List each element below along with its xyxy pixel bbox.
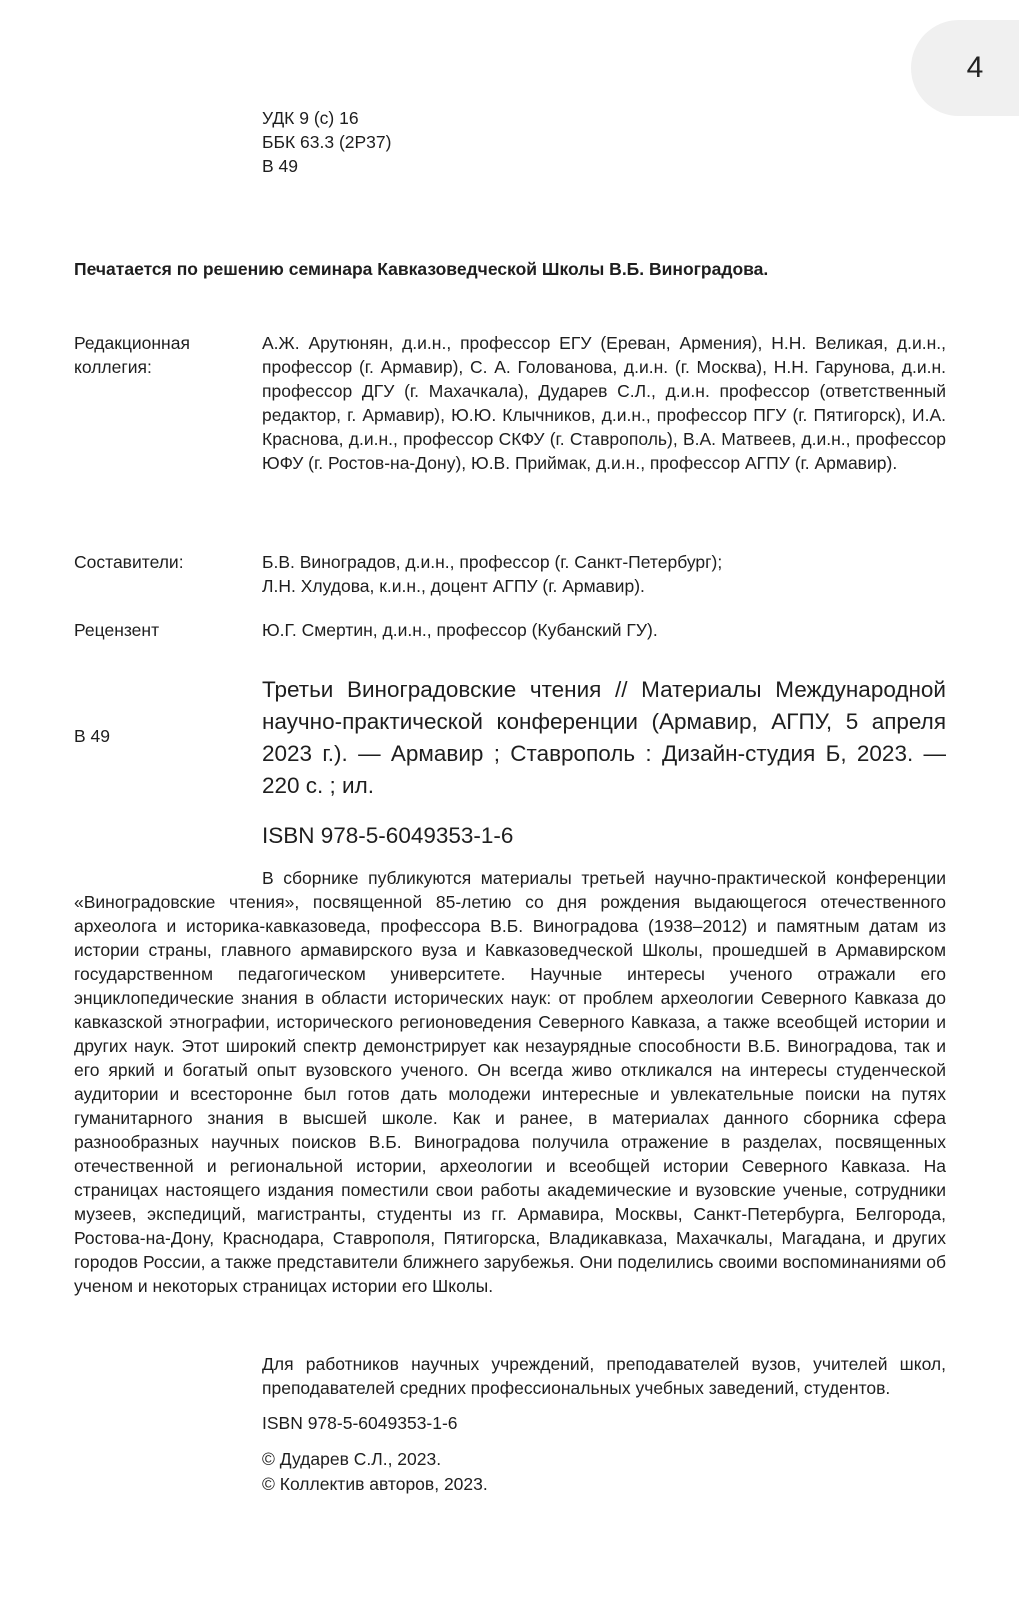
editorial-board-text: А.Ж. Арутюнян, д.и.н., профессор ЕГУ (Ереван, Армения), Н.Н. Великая, д.и.н., профессор (г. Армавир), С. А. Голованова, д.и.н. (г. Москва), Н.Н. Гарунова, д.и.н. профессор ДГУ (г. Махачкала), Дударев С.Л., д.и.н. профессор (ответственный редактор, г. Армавир), Ю.Ю. Клычников, д.и.н., профессор ПГУ (г. Пятигорск), И.А. Краснова, д.и.н., профессор СКФУ (г. Ставрополь), В.А. Матвеев, д.и.н., профессор ЮФУ (г. Ростов-на-Дону), Ю.В. Приймак, д.и.н., профессор АГПУ (г. Армавир). bbox=[262, 333, 946, 473]
author-mark: В 49 bbox=[262, 156, 298, 176]
compilers-label: Составители: bbox=[74, 552, 184, 572]
isbn-main: ISBN 978-5-6049353-1-6 bbox=[262, 823, 514, 848]
page-number-tab bbox=[911, 20, 1019, 116]
publication-decision: Печатается по решению семинара Кавказоведческой Школы В.Б. Виноградова. bbox=[74, 259, 769, 279]
isbn-footer: ISBN 978-5-6049353-1-6 bbox=[262, 1413, 458, 1433]
bibliographic-description: Третьи Виноградовские чтения // Материалы Международной научно-практической конференции (Армавир, АГПУ, 5 апреля 2023 г.). — Армавир ; Ставрополь : Дизайн-студия Б, 2023. — 220 с. ; ил. bbox=[262, 677, 946, 798]
abstract-text: В сборнике публикуются материалы третьей научно-практической конференции «Виноградовские чтения», посвященной 85-летию со дня рождения выдающегося отечественного археолога и историка-кавказоведа, профессора В.Б. Виноградова (1938–2012) и памятным датам из истории страны, главного армавирского вуза и Кавказоведческой Школы, прошедшей в Армавирском государственном педагогическом университете. Научные интересы ученого отражали его энциклопедические знания в области исторических наук: от проблем археологии Северного Кавказа до кавказской этнографии, исторического регионоведения Северного Кавказа, а также всеобщей истории и других наук. Этот широкий спектр демонстрирует как незаурядные способности В.Б. Виноградова, так и его яркий и богатый опыт вузовского ученого. Он всегда живо откликался на интересы студенческой аудитории и всесторонне был готов дать молодежи интересные и увлекательные поиски на путях гуманитарного знания в высшей школе. Как и ранее, в материалах данного сборника сфера разнообразных научных поисков В.Б. Виноградова получила отражение в разделах, посвященных отечественной и региональной истории, археологии и всеобщей истории Северного Кавказа. На страницах настоящего издания поместили свои работы академические и вузовские ученые, сотрудники музеев, экспедиций, магистранты, студенты из гг. Армавира, Москвы, Санкт-Петербурга, Белгорода, Ростова-на-Дону, Краснодара, Ставрополя, Пятигорска, Владикавказа, Махачкалы, Магадана, и других городов России, а также представители ближнего зарубежья. Они поделились своими воспоминаниями об ученом и некоторых страницах истории его Школы. bbox=[74, 868, 946, 1296]
reviewer-text: Ю.Г. Смертин, д.и.н., профессор (Кубанский ГУ). bbox=[262, 620, 658, 640]
editorial-board-label: Редакционная коллегия: bbox=[74, 333, 190, 377]
copyright-block bbox=[262, 1447, 488, 1497]
compilers-list bbox=[262, 550, 946, 598]
copyright-line: © Дударев С.Л., 2023. bbox=[262, 1449, 442, 1469]
udk-code: УДК 9 (с) 16 bbox=[262, 108, 359, 128]
compiler-line: Л.Н. Хлудова, к.и.н., доцент АГПУ (г. Армавир). bbox=[262, 576, 645, 596]
classification-block bbox=[262, 106, 391, 178]
bibliographic-mark: В 49 bbox=[74, 726, 110, 746]
compiler-line: Б.В. Виноградов, д.и.н., профессор (г. Санкт-Петербург); bbox=[262, 552, 723, 572]
page-number: 4 bbox=[966, 51, 984, 84]
audience-text: Для работников научных учреждений, преподавателей вузов, учителей школ, преподавателей средних профессиональных учебных заведений, студентов. bbox=[262, 1354, 946, 1398]
bbk-code: ББК 63.3 (2Р37) bbox=[262, 132, 392, 152]
copyright-line: © Коллектив авторов, 2023. bbox=[262, 1474, 488, 1494]
reviewer-label: Рецензент bbox=[74, 620, 160, 640]
